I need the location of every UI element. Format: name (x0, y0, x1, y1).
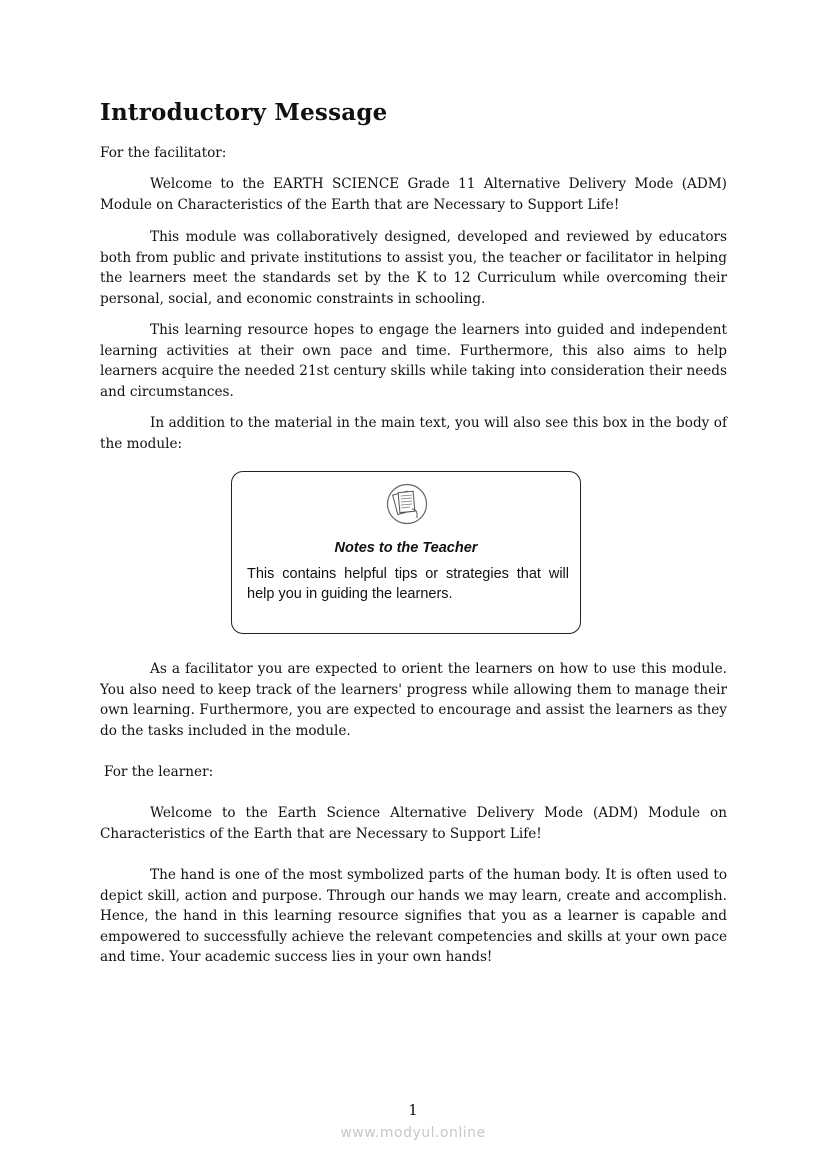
paragraph: Welcome to the Earth Science Alternative Delivery Mode (ADM) Module on Characteristics of the Earth that are Necessary to Support Life! (100, 805, 727, 842)
notes-box-title: Notes to the Teacher (334, 540, 478, 556)
paragraph: In addition to the material in the main text, you will also see this box in the body of the module: (100, 415, 727, 452)
facilitator-heading: For the facilitator: (100, 145, 227, 161)
watermark: www.modyul.online (340, 1125, 486, 1141)
notes-document-icon (386, 483, 428, 525)
paragraph: This module was collaboratively designed, developed and reviewed by educators both from public and private institutions to assist you, the teacher or facilitator in helping the learners meet the standards set by the K to 12 Curriculum while overcoming their personal, social, and economic constraints in schooling. (100, 229, 727, 307)
notes-box-text: This contains helpful tips or strategies that will help you in guiding the learners. (247, 566, 569, 602)
learner-heading: For the learner: (104, 764, 214, 780)
paragraph: As a facilitator you are expected to orient the learners on how to use this module. You also need to keep track of the learners' progress while allowing them to manage their own learning. Furthermore, you are expected to encourage and assist the learners as they do the tasks included in the module. (100, 661, 727, 739)
notes-to-teacher-box (231, 471, 581, 634)
paragraph: The hand is one of the most symbolized parts of the human body. It is often used to depict skill, action and purpose. Through our hands we may learn, create and accomplish. Hence, the hand in this learning resource signifies that you as a learner is capable and empowered to successfully achieve the relevant competencies and skills at your own pace and time. Your academic success lies in your own hands! (100, 867, 727, 965)
paragraph: Welcome to the EARTH SCIENCE Grade 11 Alternative Delivery Mode (ADM) Module on Characteristics of the Earth that are Necessary to Support Life! (100, 176, 727, 213)
page-number: 1 (408, 1101, 418, 1119)
paragraph: This learning resource hopes to engage the learners into guided and independent learning activities at their own pace and time. Furthermore, this also aims to help learners acquire the needed 21st century skills while taking into consideration their needs and circumstances. (100, 322, 727, 400)
page-title: Introductory Message (100, 99, 388, 126)
